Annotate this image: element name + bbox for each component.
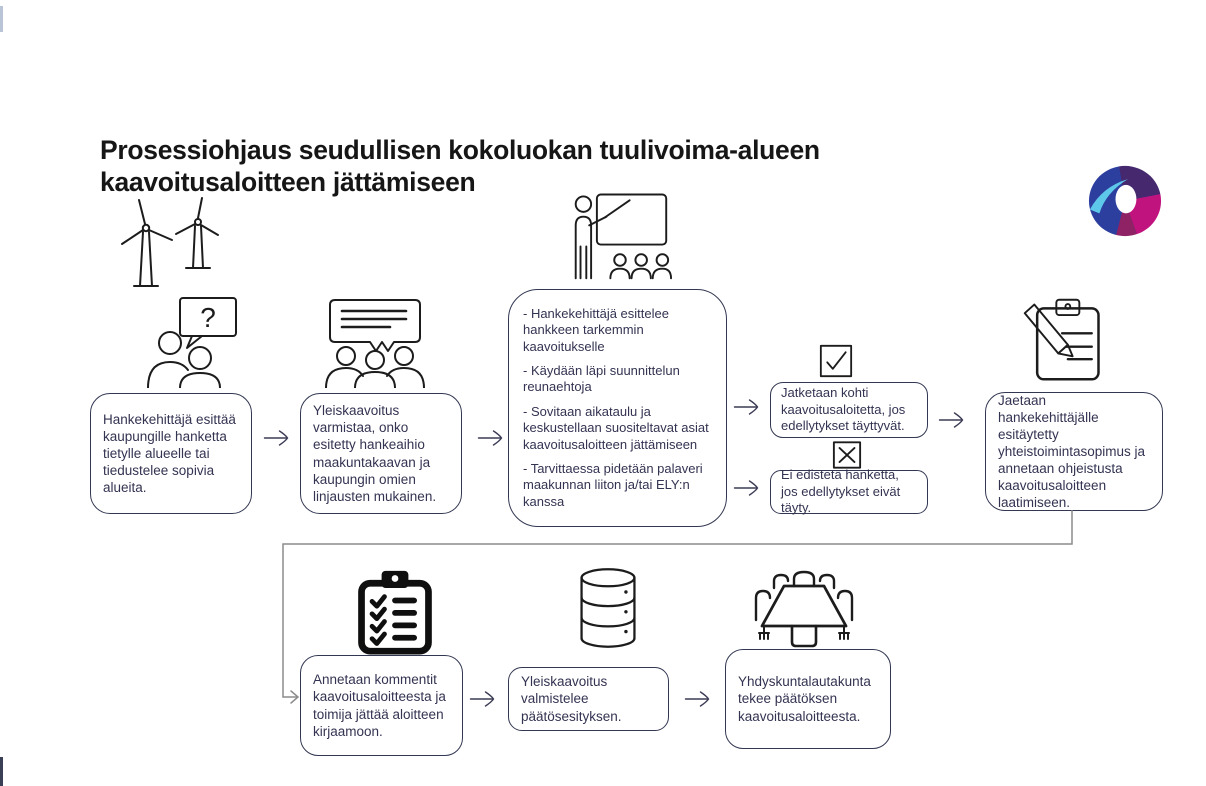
wind-turbines-icon — [110, 194, 234, 296]
step-consultation-box — [508, 289, 727, 527]
flow-arrow-icon — [938, 411, 967, 429]
crossbox-icon — [832, 440, 862, 470]
consultation-line: - Hankekehittäjä esittelee hankkeen tarkemmin kaavoitukselle — [523, 305, 669, 354]
step-preparation-text: Yleiskaavoitus valmistelee päätösesityksen. — [521, 674, 622, 724]
consultation-line: - Käydään läpi suunnittelun reunaehtoja — [523, 363, 680, 395]
consultation-line: - Tarvittaessa pidetään palaveri maakunnan liiton ja/tai ELY:n kanssa — [523, 460, 703, 509]
step-comments-text: Annetaan kommentit kaavoitusaloitteesta ja toimija jättää aloitteen kirjaamoon. — [313, 672, 446, 739]
page-edge-artifact-bottom — [0, 757, 3, 786]
step-agreement-text: Jaetaan hankekehittäjälle esitäytetty yhteistoimintasopimus ja annetaan ohjeistusta kaavoitusaloitteen laatimiseen. — [998, 392, 1146, 511]
flow-arrow-icon — [733, 479, 762, 497]
step-initiative-text: Hankekehittäjä esittää kaupungille hanketta tietylle alueelle tai tiedustelee sopivia alueita. — [103, 411, 236, 496]
decision-reject-text: Ei edistetä hanketta, jos edellytykset eivät täyty. — [781, 467, 901, 516]
presentation-icon — [568, 184, 672, 284]
group-discussion-icon — [318, 296, 432, 388]
step-decision-text: Yhdyskuntalautakunta tekee päätöksen kaavoitusaloitteesta. — [738, 674, 871, 724]
page-edge-artifact-top — [0, 6, 3, 32]
flow-arrow-icon — [733, 398, 762, 416]
decision-proceed-text: Jatketaan kohti kaavoitusaloitetta, jos edellytykset täyttyvät. — [781, 385, 906, 434]
flow-arrow-icon — [477, 429, 506, 447]
question-mark-glyph: ? — [200, 302, 216, 333]
page-title: Prosessiohjaus seudullisen kokoluokan tuulivoima-alueen kaavoitusaloitteen jättämiseen — [100, 135, 820, 197]
consultation-line: - Sovitaan aikataulu ja keskustellaan suositeltavat asiat kaavoitusaloitteen jättämiseen — [523, 403, 709, 452]
decision-proceed-box — [770, 382, 928, 438]
checkbox-icon — [819, 344, 853, 378]
city-o-logo — [1086, 164, 1164, 238]
flow-arrow-icon — [263, 429, 292, 447]
people-question-icon — [142, 296, 238, 388]
step-verification-box — [300, 393, 462, 514]
clipboard-pencil-icon — [1018, 294, 1110, 386]
elbow-connector — [276, 504, 1076, 710]
step-initiative-box — [90, 393, 252, 514]
step-verification-text: Yleiskaavoitus varmistaa, onko esitetty hankeaihio maakuntakaavan ja kaupungin omien linjausten mukainen. — [313, 403, 437, 504]
step-agreement-box — [985, 392, 1163, 511]
